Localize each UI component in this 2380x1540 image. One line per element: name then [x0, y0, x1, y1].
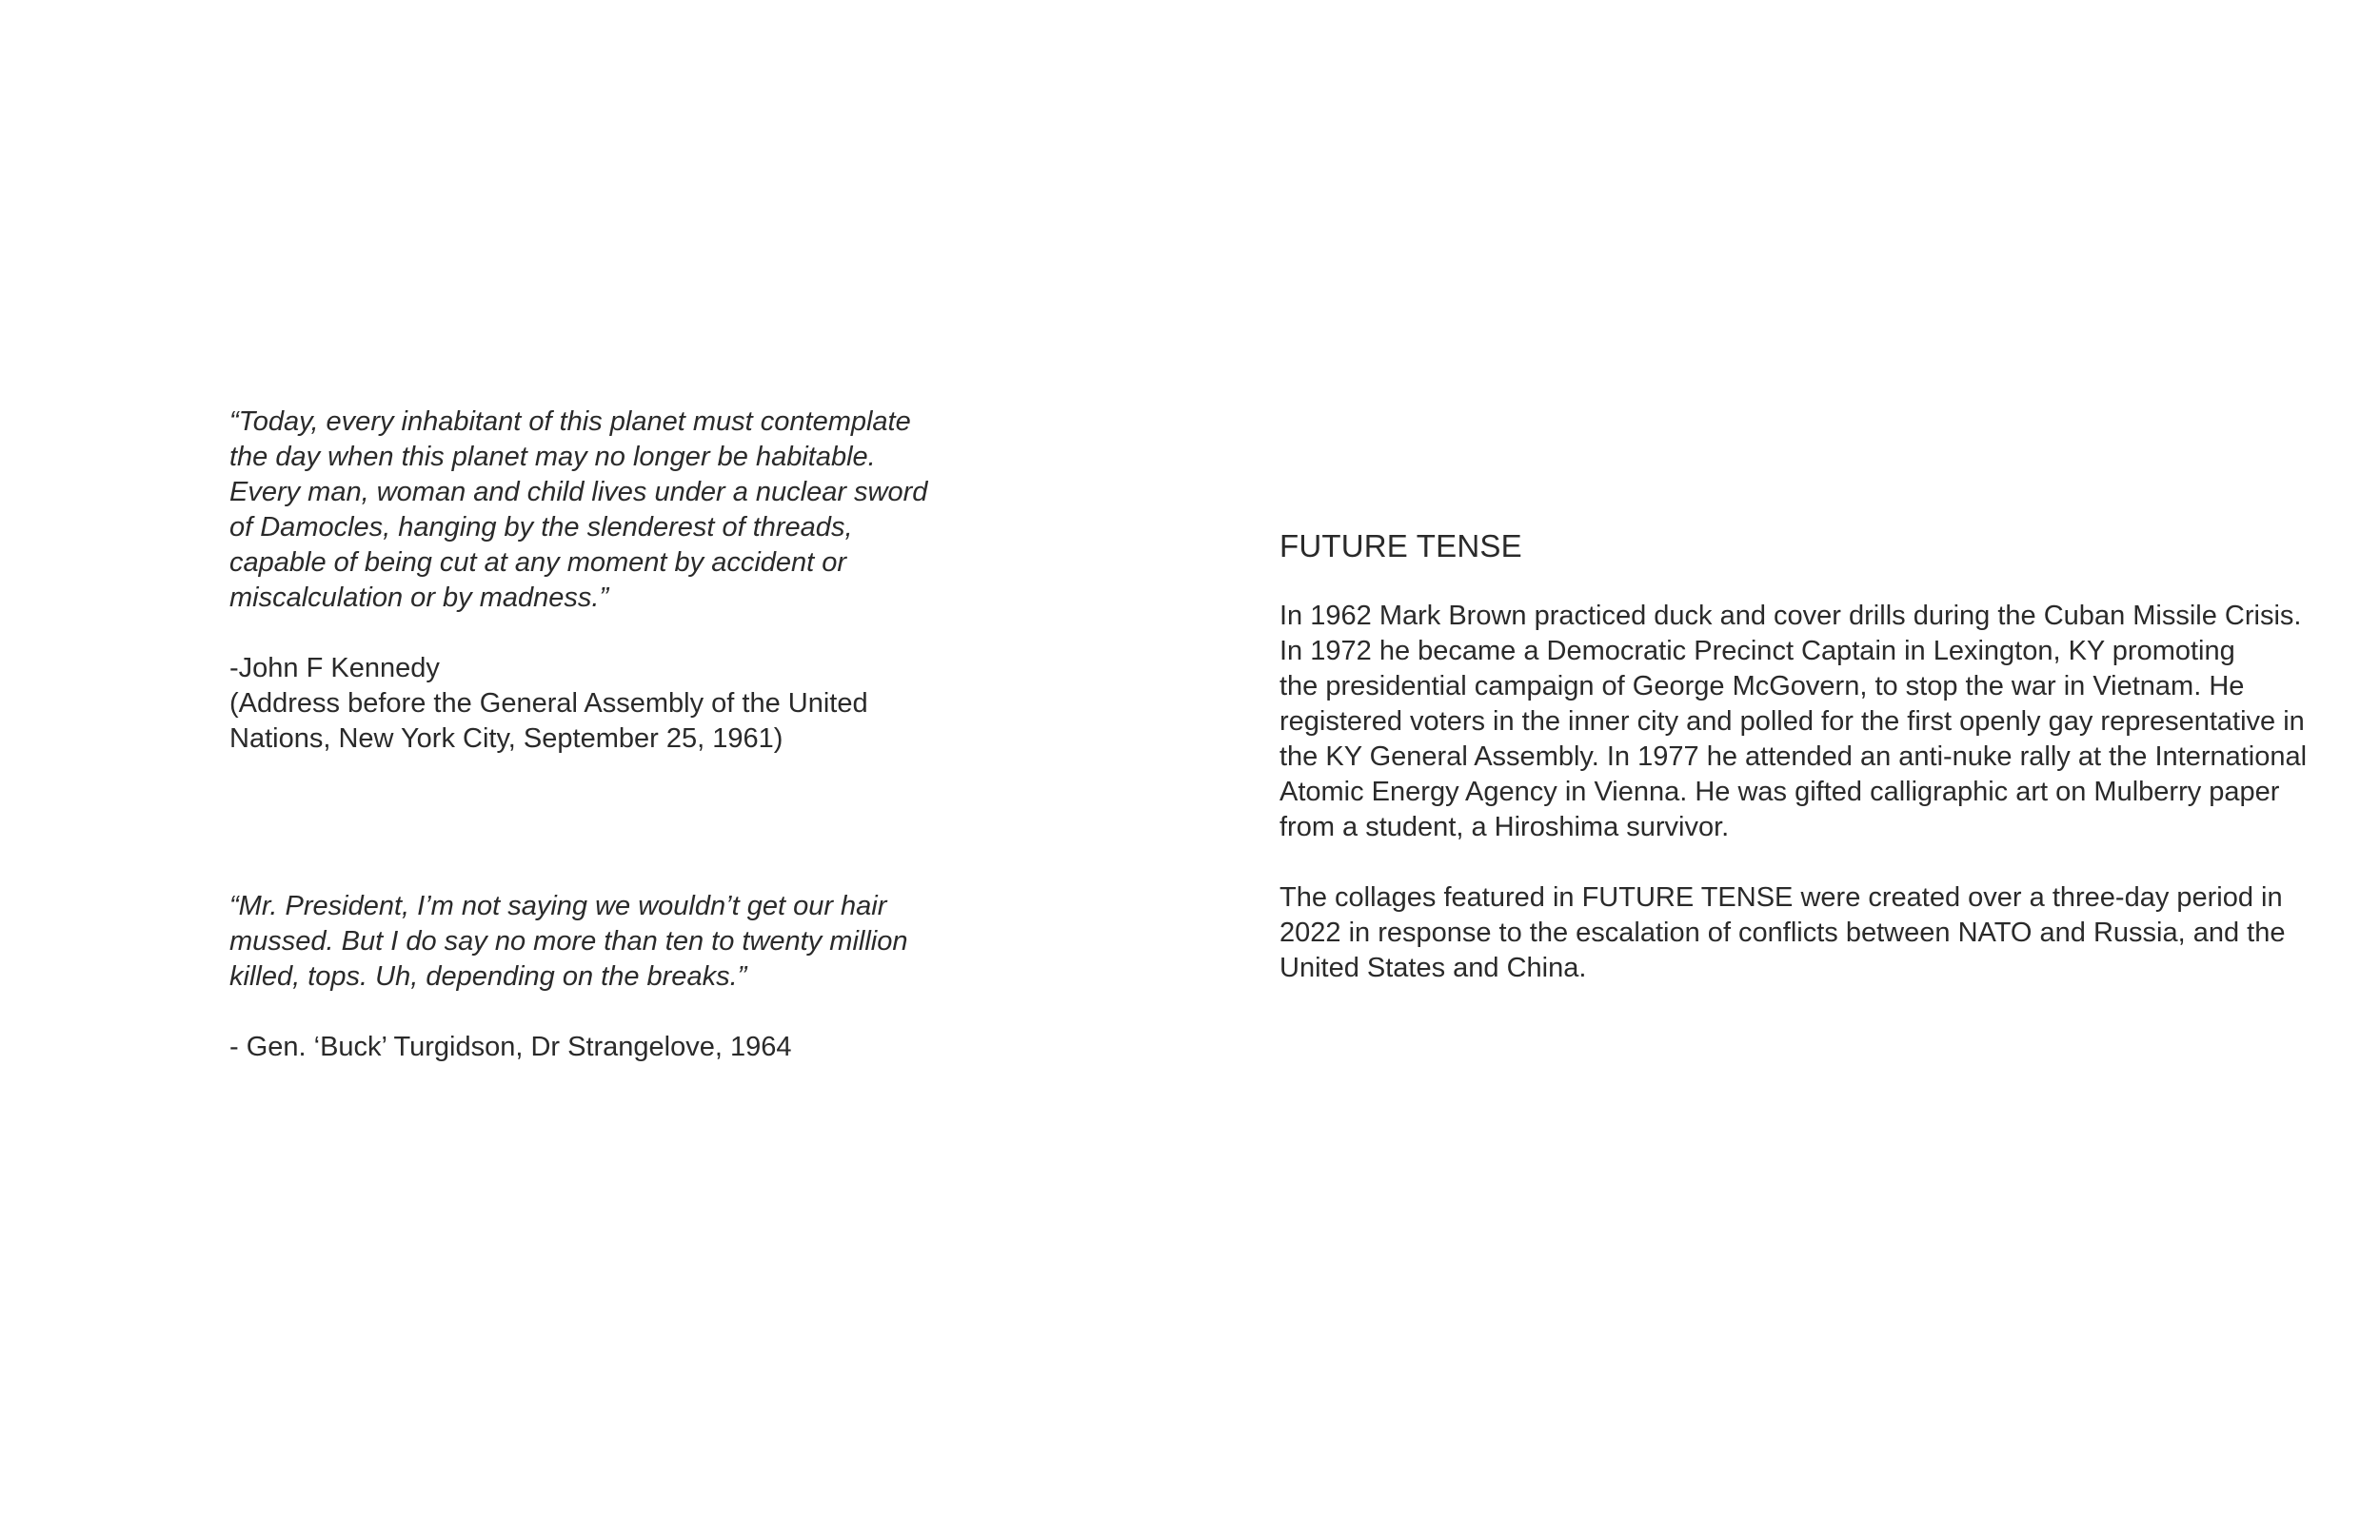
collage-paragraph — [1279, 880, 2336, 986]
bio-paragraph — [1279, 599, 2336, 845]
paragraph-line: United States and China. — [1279, 953, 1587, 983]
kennedy-quote — [229, 405, 972, 616]
paragraph-line: from a student, a Hiroshima survivor. — [1279, 812, 1730, 842]
paragraph-line: The collages featured in FUTURE TENSE were created over a three-day period in — [1279, 882, 2283, 913]
quote-line: mussed. But I do say no more than ten to twenty million — [229, 926, 908, 957]
paragraph-line: the presidential campaign of George McGovern, to stop the war in Vietnam. He — [1279, 671, 2245, 701]
quote-line: capable of being cut at any moment by accident or — [229, 547, 847, 578]
strangelove-quote — [229, 889, 972, 995]
spacer — [1279, 845, 2336, 880]
paragraph-line: Atomic Energy Agency in Vienna. He was gifted calligraphic art on Mulberry paper — [1279, 777, 2280, 807]
quote-line: Every man, woman and child lives under a nuclear sword — [229, 477, 928, 507]
quote-line: “Mr. President, I’m not saying we wouldn’t get our hair — [229, 891, 887, 921]
page-title: FUTURE TENSE — [1279, 528, 1522, 563]
strangelove-attribution — [229, 1030, 972, 1065]
quote-line: of Damocles, hanging by the slenderest of threads, — [229, 512, 853, 543]
attribution-line: Nations, New York City, September 25, 1961) — [229, 723, 783, 754]
quote-line: killed, tops. Uh, depending on the breaks.” — [229, 961, 747, 992]
paragraph-line: In 1962 Mark Brown practiced duck and cover drills during the Cuban Missile Crisis. — [1279, 601, 2302, 631]
paragraph-line: registered voters in the inner city and polled for the first openly gay representative in — [1279, 706, 2305, 737]
quote-line: “Today, every inhabitant of this planet must contemplate — [229, 406, 911, 437]
attribution-line: (Address before the General Assembly of the United — [229, 688, 868, 719]
spacer — [229, 616, 972, 651]
statement-column — [1279, 526, 2336, 986]
paragraph-line: 2022 in response to the escalation of conflicts between NATO and Russia, and the — [1279, 918, 2286, 948]
paragraph-line: In 1972 he became a Democratic Precinct Captain in Lexington, KY promoting — [1279, 636, 2235, 666]
attribution-line: - Gen. ‘Buck’ Turgidson, Dr Strangelove, 1964 — [229, 1032, 792, 1062]
quote-line: the day when this planet may no longer be habitable. — [229, 442, 876, 472]
spacer — [229, 995, 972, 1030]
attribution-line: -John F Kennedy — [229, 653, 440, 683]
paragraph-line: the KY General Assembly. In 1977 he attended an anti-nuke rally at the International — [1279, 741, 2308, 772]
quotes-column — [229, 405, 972, 1065]
spacer — [229, 757, 972, 889]
spacer — [1279, 566, 2336, 599]
quote-line: miscalculation or by madness.” — [229, 582, 609, 613]
kennedy-attribution — [229, 651, 972, 757]
